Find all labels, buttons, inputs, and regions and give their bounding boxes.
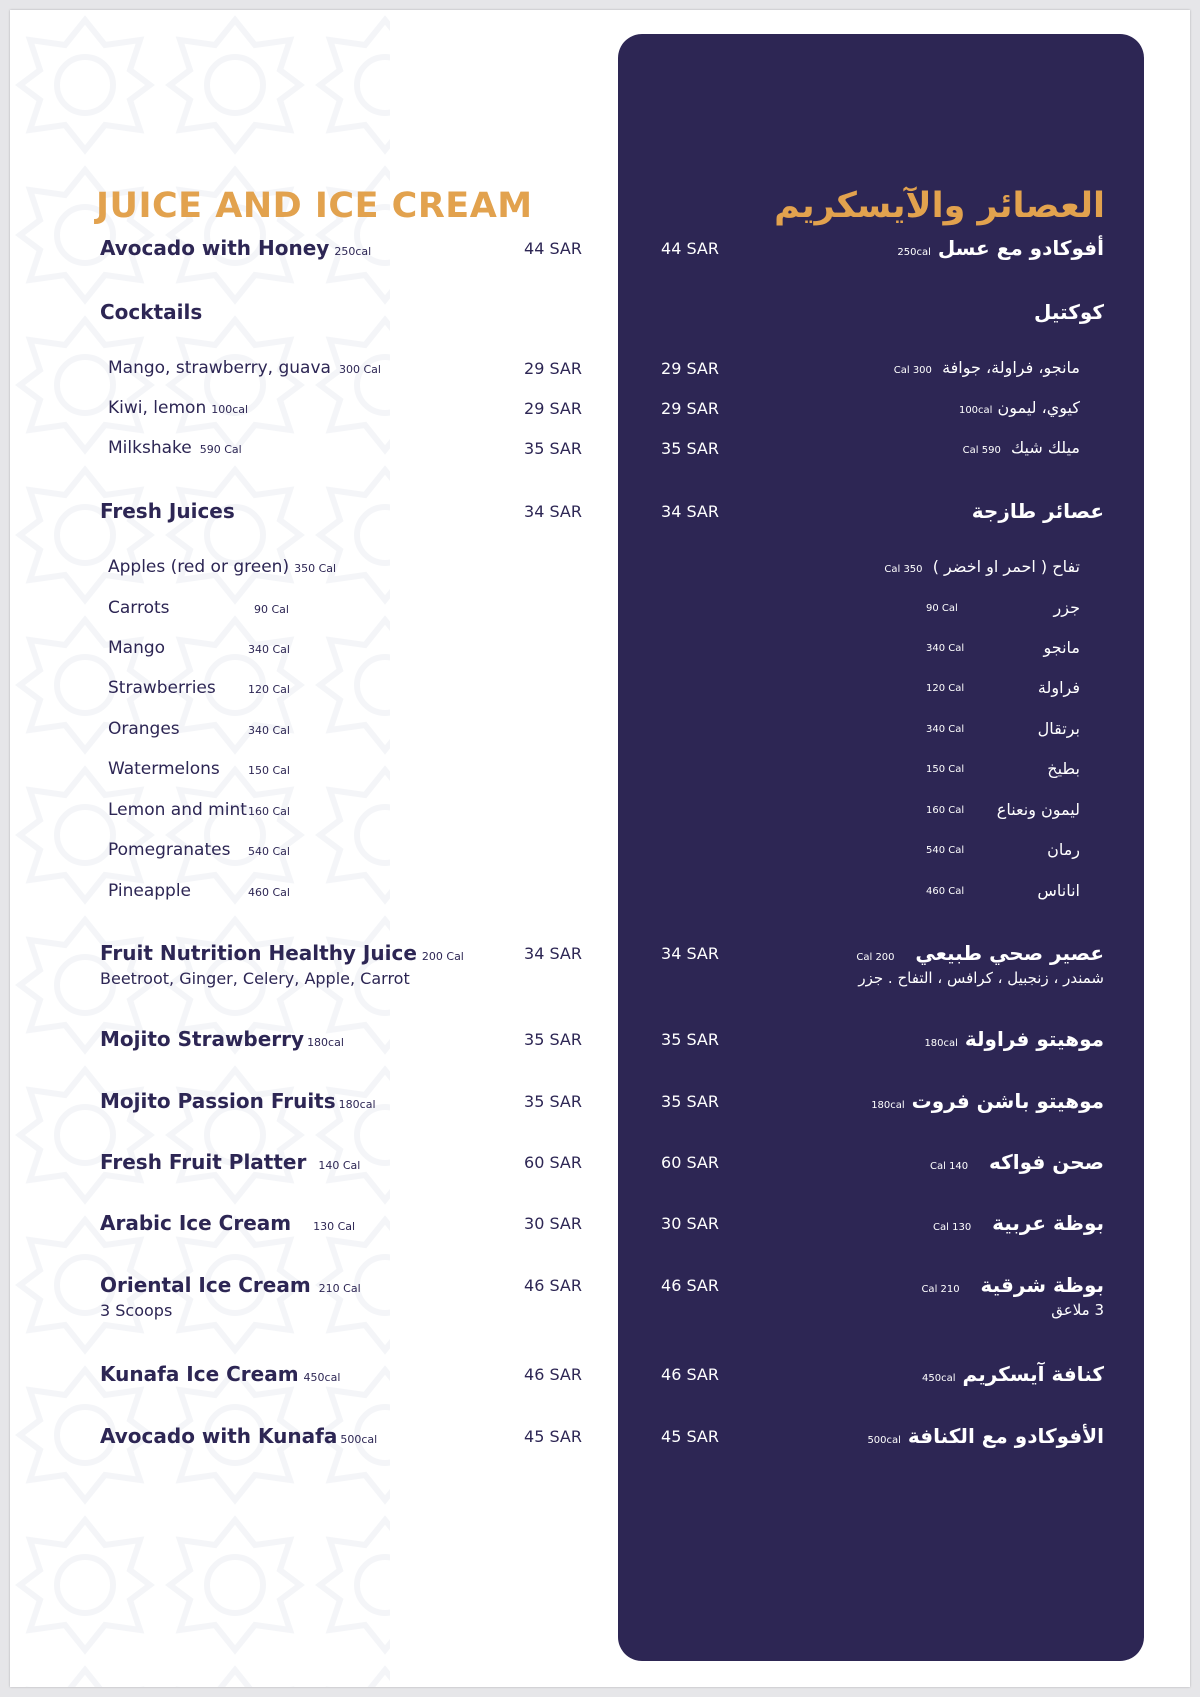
item-name-ar: صحن فواكه bbox=[989, 1150, 1104, 1174]
item-name-ar: عصير صحي طبيعي bbox=[915, 941, 1104, 965]
item-cal-ar: 120 Cal bbox=[926, 683, 965, 694]
item-name-ar: بوظة عربية bbox=[992, 1211, 1104, 1235]
item-name-en: Lemon and mint bbox=[108, 800, 247, 820]
item-cal-en: 160 Cal bbox=[248, 805, 290, 818]
section-title-en: Fresh Juices bbox=[100, 499, 235, 523]
item-cal-en: 150 Cal bbox=[248, 764, 290, 777]
item-name-en: Milkshake bbox=[108, 438, 192, 458]
item-price-en: 46 SAR bbox=[524, 1365, 582, 1384]
item-price-ar: 34 SAR bbox=[661, 502, 719, 521]
item-name-en: Pomegranates bbox=[108, 840, 231, 860]
item-cal-en: 460 Cal bbox=[248, 886, 290, 899]
item-cal-ar: 450cal bbox=[922, 1373, 956, 1384]
item-description-ar: شمندر ، زنجبيل ، كرافس ، التفاح . جزر bbox=[858, 969, 1104, 987]
item-cal-en: 180cal bbox=[338, 1098, 376, 1111]
item-cal-ar: 210 Cal bbox=[921, 1284, 960, 1295]
item-cal-en: 100cal bbox=[211, 403, 249, 416]
item-name-en: Fruit Nutrition Healthy Juice bbox=[100, 941, 417, 965]
item-name-ar: فراولة bbox=[1037, 678, 1080, 697]
item-price-ar: 29 SAR bbox=[661, 399, 719, 418]
item-name-ar: رمان bbox=[1047, 840, 1080, 859]
item-name-en: Fresh Fruit Platter bbox=[100, 1150, 307, 1174]
item-cal-ar: 340 Cal bbox=[926, 643, 965, 654]
item-cal-ar: 300 Cal bbox=[893, 365, 932, 376]
item-cal-ar: 500cal bbox=[867, 1435, 901, 1446]
item-name-ar: كيوي، ليمون bbox=[997, 398, 1080, 417]
item-name-en: Arabic Ice Cream bbox=[100, 1211, 292, 1235]
item-cal-ar: 100cal bbox=[958, 405, 993, 416]
item-cal-ar: 130 Cal bbox=[933, 1222, 972, 1233]
item-description-ar: 3 ملاعق bbox=[1051, 1301, 1104, 1319]
item-cal-en: 120 Cal bbox=[248, 683, 290, 696]
item-name-ar: مانجو، فراولة، جوافة bbox=[942, 358, 1080, 377]
item-name-ar: برتقال bbox=[1037, 719, 1080, 738]
item-price-en: 60 SAR bbox=[524, 1153, 582, 1172]
item-price-ar: 44 SAR bbox=[661, 239, 719, 258]
item-price-ar: 46 SAR bbox=[661, 1276, 719, 1295]
item-name-en: Oriental Ice Cream bbox=[100, 1273, 311, 1297]
section-title-ar: كوكتيل bbox=[1034, 300, 1104, 324]
item-cal-en: 450cal bbox=[303, 1371, 341, 1384]
item-name-en: Apples (red or green) bbox=[108, 557, 290, 577]
item-description-en: 3 Scoops bbox=[100, 1301, 173, 1320]
item-price-ar: 46 SAR bbox=[661, 1365, 719, 1384]
item-name-ar: جزر bbox=[1053, 598, 1080, 617]
item-name-en: Kiwi, lemon bbox=[108, 398, 207, 418]
item-name-en: Carrots bbox=[108, 598, 170, 618]
item-name-en: Mango, strawberry, guava bbox=[108, 358, 331, 378]
item-cal-en: 210 Cal bbox=[318, 1282, 361, 1295]
item-price-ar: 45 SAR bbox=[661, 1427, 719, 1446]
item-cal-ar: 350 Cal bbox=[884, 564, 923, 575]
item-name-en: Avocado with Kunafa bbox=[100, 1424, 338, 1448]
section-title-en: Cocktails bbox=[100, 300, 203, 324]
menu-title-english: JUICE AND ICE CREAM bbox=[96, 186, 533, 226]
item-name-en: Kunafa Ice Cream bbox=[100, 1362, 299, 1386]
menu-page bbox=[10, 10, 1190, 1687]
item-name-ar: مانجو bbox=[1043, 638, 1080, 657]
item-cal-en: 130 Cal bbox=[313, 1220, 356, 1233]
item-cal-ar: 590 Cal bbox=[962, 445, 1001, 456]
item-cal-ar: 90 Cal bbox=[926, 603, 958, 614]
item-price-ar: 35 SAR bbox=[661, 1092, 719, 1111]
menu-title-arabic: العصائر والآيسكريم bbox=[774, 186, 1105, 226]
item-cal-ar: 540 Cal bbox=[926, 845, 965, 856]
item-price-en: 30 SAR bbox=[524, 1214, 582, 1233]
item-description-en: Beetroot, Ginger, Celery, Apple, Carrot bbox=[100, 969, 410, 988]
item-name-ar: اناناس bbox=[1037, 881, 1080, 900]
item-price-en: 29 SAR bbox=[524, 399, 582, 418]
item-name-en: Avocado with Honey bbox=[100, 236, 330, 260]
item-cal-en: 500cal bbox=[340, 1433, 378, 1446]
item-cal-ar: 340 Cal bbox=[926, 724, 965, 735]
item-price-ar: 60 SAR bbox=[661, 1153, 719, 1172]
item-price-en: 44 SAR bbox=[524, 239, 582, 258]
item-cal-en: 590 Cal bbox=[199, 443, 242, 456]
item-cal-en: 340 Cal bbox=[248, 724, 290, 737]
item-name-ar: موهيتو باشن فروت bbox=[911, 1089, 1104, 1113]
item-price-en: 35 SAR bbox=[524, 439, 582, 458]
item-cal-en: 350 Cal bbox=[294, 562, 337, 575]
item-cal-en: 180cal bbox=[307, 1036, 344, 1049]
item-price-en: 35 SAR bbox=[524, 1092, 582, 1111]
item-name-ar: أفوكادو مع عسل bbox=[937, 236, 1104, 260]
item-price-ar: 35 SAR bbox=[661, 1030, 719, 1049]
item-name-ar: بطيخ bbox=[1047, 759, 1080, 778]
item-cal-en: 200 Cal bbox=[421, 950, 464, 963]
item-name-en: Mojito Strawberry bbox=[100, 1027, 305, 1051]
item-name-ar: ميلك شيك bbox=[1011, 438, 1080, 457]
item-name-en: Pineapple bbox=[108, 881, 192, 901]
item-cal-ar: 200 Cal bbox=[856, 952, 895, 963]
item-cal-ar: 180cal bbox=[924, 1038, 958, 1049]
item-name-en: Strawberries bbox=[108, 678, 216, 698]
item-price-en: 34 SAR bbox=[524, 502, 582, 521]
item-name-en: Mango bbox=[108, 638, 166, 658]
item-cal-ar: 180cal bbox=[871, 1100, 905, 1111]
section-title-ar: عصائر طازجة bbox=[971, 499, 1104, 523]
item-name-ar: ليمون ونعناع bbox=[996, 800, 1080, 819]
item-cal-en: 540 Cal bbox=[248, 845, 290, 858]
item-cal-en: 300 Cal bbox=[338, 363, 381, 376]
item-cal-en: 140 Cal bbox=[318, 1159, 361, 1172]
item-price-ar: 29 SAR bbox=[661, 359, 719, 378]
item-price-en: 46 SAR bbox=[524, 1276, 582, 1295]
item-name-en: Mojito Passion Fruits bbox=[100, 1089, 336, 1113]
item-name-ar: الأفوكادو مع الكنافة bbox=[907, 1424, 1104, 1448]
item-name-ar: موهيتو فراولة bbox=[964, 1027, 1104, 1051]
item-price-en: 29 SAR bbox=[524, 359, 582, 378]
item-cal-en: 90 Cal bbox=[254, 603, 289, 616]
item-price-ar: 35 SAR bbox=[661, 439, 719, 458]
item-price-en: 35 SAR bbox=[524, 1030, 582, 1049]
item-price-ar: 34 SAR bbox=[661, 944, 719, 963]
item-name-ar: بوظة شرقية bbox=[980, 1273, 1104, 1297]
item-cal-ar: 160 Cal bbox=[926, 805, 965, 816]
item-price-en: 34 SAR bbox=[524, 944, 582, 963]
item-cal-en: 250cal bbox=[334, 245, 372, 258]
item-name-ar: كنافة آيسكريم bbox=[962, 1362, 1104, 1386]
item-cal-ar: 460 Cal bbox=[926, 886, 965, 897]
item-cal-ar: 140 Cal bbox=[929, 1161, 969, 1172]
item-cal-ar: 250cal bbox=[897, 247, 931, 258]
item-cal-ar: 150 Cal bbox=[926, 764, 965, 775]
item-cal-en: 340 Cal bbox=[248, 643, 290, 656]
item-name-en: Oranges bbox=[108, 719, 180, 739]
item-name-en: Watermelons bbox=[108, 759, 220, 779]
item-name-ar: تفاح ( احمر او اخضر ) bbox=[932, 557, 1080, 576]
item-price-en: 45 SAR bbox=[524, 1427, 582, 1446]
item-price-ar: 30 SAR bbox=[661, 1214, 719, 1233]
